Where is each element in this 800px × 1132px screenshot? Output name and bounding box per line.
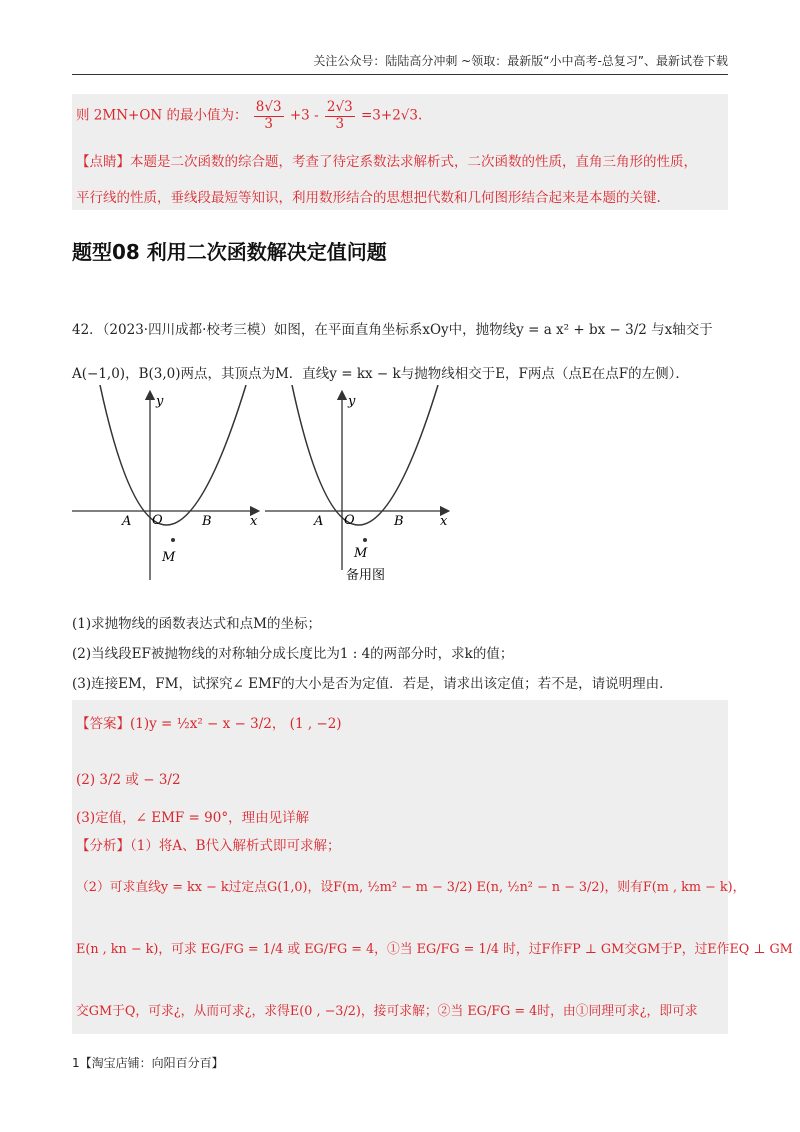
analysis-line-1: 【分析】（1）将A、B代入解析式即可求解； bbox=[76, 838, 341, 854]
svg-text:x: x bbox=[250, 514, 258, 529]
answer-line-1: 【答案】(1)y = ½x² − x − 3/2， (1 , −2) bbox=[76, 716, 342, 732]
svg-text:y: y bbox=[348, 394, 356, 409]
comment-line-1: 【点睛】本题是二次函数的综合题，考查了待定系数法求解析式，二次函数的性质，直角三角形的性质， bbox=[76, 154, 697, 170]
subquestion-3: (3)连接EM，FM，试探究∠ EMF的大小是否为定值．若是，请求出该定值；若不是，请说明理由． bbox=[72, 676, 673, 692]
svg-text:M: M bbox=[162, 550, 176, 565]
svg-text:A: A bbox=[314, 514, 324, 529]
comment-line-2: 平行线的性质，垂线段最短等知识，利用数形结合的思想把代数和几何图形结合起来是本题的关键. bbox=[76, 190, 661, 206]
section-title: 题型08 利用二次函数解决定值问题 bbox=[72, 240, 387, 264]
svg-text:A: A bbox=[122, 514, 132, 529]
page-footer: 1【淘宝店铺：向阳百分百】 bbox=[72, 1056, 224, 1070]
svg-text:O: O bbox=[344, 513, 355, 528]
parabola-figures bbox=[60, 385, 460, 585]
figure-main bbox=[72, 385, 258, 580]
subquestion-1: (1)求抛物线的函数表达式和点M的坐标； bbox=[72, 616, 321, 632]
svg-text:O: O bbox=[152, 513, 163, 528]
figure-caption: 备用图 bbox=[346, 568, 386, 583]
answer-line-3: (3)定值，∠ EMF = 90°，理由见详解 bbox=[76, 810, 310, 826]
svg-text:B: B bbox=[202, 514, 212, 529]
analysis-line-4: 交GM于Q，可求¿，从而可求¿，求得E(0 , −3/2)，接可求解；②当 EG/FG = 4时，由①同理可求¿，即可求 bbox=[76, 1004, 698, 1019]
svg-text:M: M bbox=[354, 546, 368, 561]
svg-text:B: B bbox=[394, 514, 404, 529]
question-line-2: A(−1,0)，B(3,0)两点，其顶点为M．直线y = kx − k与抛物线相交于E，F两点（点E在点F的左侧）． bbox=[72, 366, 689, 382]
answer-box bbox=[72, 700, 728, 1034]
subquestion-2: (2)当线段EF被抛物线的对称轴分成长度比为1 : 4的两部分时，求k的值； bbox=[72, 646, 514, 662]
page-header bbox=[72, 52, 728, 75]
header-text: 关注公众号：陆陆高分冲刺 ~领取：最新版“小中高考-总复习”、最新试卷下载 bbox=[313, 54, 728, 68]
analysis-line-2: （2）可求直线y = kx − k过定点G(1,0)，设F(m, ½m² − m − 3/2) E(n, ½n² − n − 3/2)，则有F(m , km − k)， bbox=[76, 880, 746, 895]
figure-backup bbox=[265, 385, 448, 583]
answer-line-2: (2) 3/2 或 − 3/2 bbox=[76, 772, 181, 788]
svg-text:y: y bbox=[156, 394, 164, 409]
svg-text:x: x bbox=[440, 514, 448, 529]
question-line-1: 42．（2023·四川成都·校考三模）如图，在平面直角坐标系xOy中，抛物线y = a x² + bx − 3/2 与x轴交于 bbox=[72, 322, 713, 338]
min-value-line: 则 2MN+ON 的最小值为： $\frac{8√3}{3}$ +3 - $\frac{2√3}{3}$ =3+2√3. bbox=[76, 99, 423, 132]
analysis-line-3: E(n , kn − k)，可求 EG/FG = 1/4 或 EG/FG = 4，①当 EG/FG = 1/4 时，过F作FP ⊥ GM交GM于P，过E作EQ ⊥ GM bbox=[76, 942, 793, 957]
